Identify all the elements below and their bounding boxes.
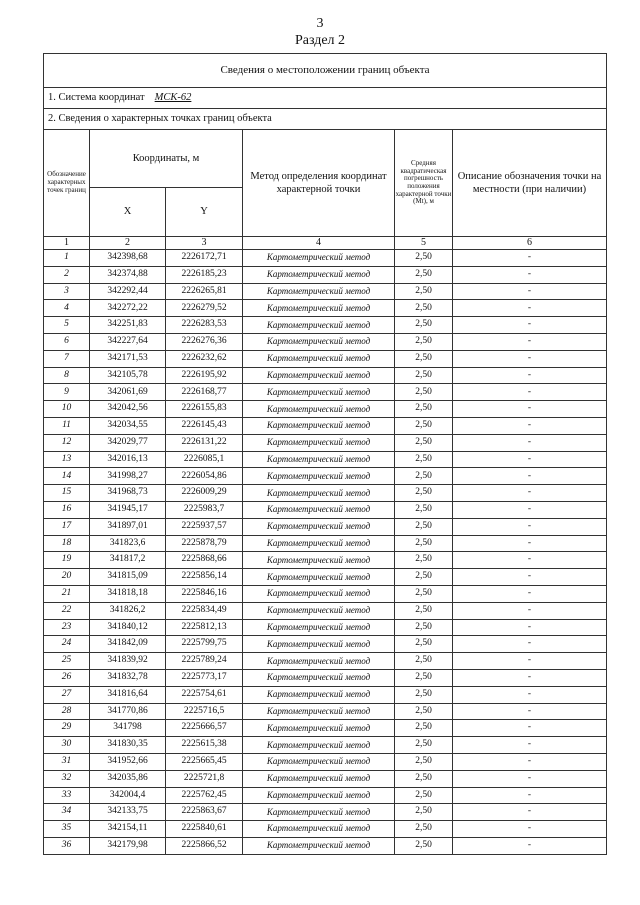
table-row	[44, 720, 607, 737]
point-number-cell: 35	[44, 821, 90, 838]
coord-y-cell: 2225721,8	[166, 770, 243, 787]
description-cell: -	[453, 703, 607, 720]
table-row	[44, 300, 607, 317]
table-row	[44, 451, 607, 468]
point-number-cell: 27	[44, 686, 90, 703]
method-cell: Картометрический метод	[243, 317, 395, 334]
table-row	[44, 787, 607, 804]
header-coordinates: Координаты, м	[90, 130, 243, 188]
point-number-cell: 31	[44, 753, 90, 770]
method-cell: Картометрический метод	[243, 518, 395, 535]
column-number: 1	[44, 237, 90, 250]
table-row	[44, 501, 607, 518]
description-cell: -	[453, 518, 607, 535]
method-cell: Картометрический метод	[243, 417, 395, 434]
coord-x-cell: 342105,78	[90, 367, 166, 384]
coord-y-cell: 2225615,38	[166, 737, 243, 754]
coord-y-cell: 2225773,17	[166, 669, 243, 686]
method-cell: Картометрический метод	[243, 619, 395, 636]
coord-x-cell: 341840,12	[90, 619, 166, 636]
method-cell: Картометрический метод	[243, 283, 395, 300]
point-number-cell: 23	[44, 619, 90, 636]
point-number-cell: 2	[44, 266, 90, 283]
description-cell: -	[453, 602, 607, 619]
description-cell: -	[453, 585, 607, 602]
method-cell: Картометрический метод	[243, 384, 395, 401]
accuracy-cell: 2,50	[395, 485, 453, 502]
description-cell: -	[453, 283, 607, 300]
coord-y-cell: 2225754,61	[166, 686, 243, 703]
method-cell: Картометрический метод	[243, 266, 395, 283]
point-number-cell: 10	[44, 401, 90, 418]
table-row	[44, 569, 607, 586]
accuracy-cell: 2,50	[395, 300, 453, 317]
accuracy-cell: 2,50	[395, 653, 453, 670]
coordinate-system-value: МСК-62	[154, 91, 192, 103]
method-cell: Картометрический метод	[243, 821, 395, 838]
coord-x-cell: 341897,01	[90, 518, 166, 535]
coord-x-cell: 342042,56	[90, 401, 166, 418]
description-cell: -	[453, 401, 607, 418]
page-number: 3	[316, 16, 324, 31]
table-row	[44, 250, 607, 267]
column-number: 6	[453, 237, 607, 250]
accuracy-cell: 2,50	[395, 468, 453, 485]
method-cell: Картометрический метод	[243, 468, 395, 485]
table-row	[44, 653, 607, 670]
description-cell: -	[453, 619, 607, 636]
table-row	[44, 737, 607, 754]
coord-x-cell: 341816,64	[90, 686, 166, 703]
accuracy-cell: 2,50	[395, 619, 453, 636]
header-accuracy: Средняя квадратическая погрешность положения характерной точки (Mt), м	[395, 130, 453, 237]
method-cell: Картометрический метод	[243, 737, 395, 754]
table-row	[44, 602, 607, 619]
accuracy-cell: 2,50	[395, 669, 453, 686]
accuracy-cell: 2,50	[395, 569, 453, 586]
accuracy-cell: 2,50	[395, 350, 453, 367]
method-cell: Картометрический метод	[243, 636, 395, 653]
coord-y-cell: 2225834,49	[166, 602, 243, 619]
point-number-cell: 6	[44, 333, 90, 350]
coord-y-cell: 2225799,75	[166, 636, 243, 653]
point-number-cell: 28	[44, 703, 90, 720]
column-number: 4	[243, 237, 395, 250]
description-cell: -	[453, 636, 607, 653]
coord-y-cell: 2225812,13	[166, 619, 243, 636]
coord-y-cell: 2225846,16	[166, 585, 243, 602]
coord-y-cell: 2225868,66	[166, 552, 243, 569]
coord-x-cell: 341832,78	[90, 669, 166, 686]
description-cell: -	[453, 837, 607, 854]
accuracy-cell: 2,50	[395, 837, 453, 854]
coord-y-cell: 2225716,5	[166, 703, 243, 720]
description-cell: -	[453, 535, 607, 552]
coord-y-cell: 2226172,71	[166, 250, 243, 267]
description-cell: -	[453, 737, 607, 754]
table-row	[44, 585, 607, 602]
point-number-cell: 3	[44, 283, 90, 300]
accuracy-cell: 2,50	[395, 703, 453, 720]
description-cell: -	[453, 266, 607, 283]
point-number-cell: 24	[44, 636, 90, 653]
table-row	[44, 686, 607, 703]
coord-y-cell: 2226155,83	[166, 401, 243, 418]
method-cell: Картометрический метод	[243, 501, 395, 518]
header-method: Метод определения координат характерной точки	[243, 130, 395, 237]
point-number-cell: 33	[44, 787, 90, 804]
table-row	[44, 636, 607, 653]
table-title: Сведения о местоположении границ объекта	[44, 54, 607, 88]
table-row	[44, 770, 607, 787]
accuracy-cell: 2,50	[395, 283, 453, 300]
accuracy-cell: 2,50	[395, 250, 453, 267]
point-number-cell: 17	[44, 518, 90, 535]
accuracy-cell: 2,50	[395, 787, 453, 804]
table-row	[44, 333, 607, 350]
description-cell: -	[453, 669, 607, 686]
description-cell: -	[453, 753, 607, 770]
table-row	[44, 434, 607, 451]
description-cell: -	[453, 317, 607, 334]
description-cell: -	[453, 770, 607, 787]
table-row	[44, 804, 607, 821]
coord-x-cell: 342227,64	[90, 333, 166, 350]
coord-x-cell: 342029,77	[90, 434, 166, 451]
coord-x-cell: 341798	[90, 720, 166, 737]
coord-x-cell: 342171,53	[90, 350, 166, 367]
accuracy-cell: 2,50	[395, 585, 453, 602]
point-number-cell: 20	[44, 569, 90, 586]
method-cell: Картометрический метод	[243, 250, 395, 267]
header-y: Y	[166, 188, 243, 237]
coord-y-cell: 2226168,77	[166, 384, 243, 401]
section-title: Раздел 2	[294, 33, 346, 48]
accuracy-cell: 2,50	[395, 367, 453, 384]
coord-y-cell: 2225856,14	[166, 569, 243, 586]
table-row	[44, 317, 607, 334]
column-number: 2	[90, 237, 166, 250]
method-cell: Картометрический метод	[243, 333, 395, 350]
table-row	[44, 485, 607, 502]
point-number-cell: 29	[44, 720, 90, 737]
coord-x-cell: 341998,27	[90, 468, 166, 485]
point-number-cell: 8	[44, 367, 90, 384]
header-point-designation: Обозначение характерных точек границ	[44, 130, 90, 237]
coord-x-cell: 341818,18	[90, 585, 166, 602]
coord-y-cell: 2226054,86	[166, 468, 243, 485]
method-cell: Картометрический метод	[243, 669, 395, 686]
coord-x-cell: 342133,75	[90, 804, 166, 821]
accuracy-cell: 2,50	[395, 333, 453, 350]
method-cell: Картометрический метод	[243, 703, 395, 720]
description-cell: -	[453, 485, 607, 502]
coord-x-cell: 342292,44	[90, 283, 166, 300]
accuracy-cell: 2,50	[395, 821, 453, 838]
method-cell: Картометрический метод	[243, 602, 395, 619]
accuracy-cell: 2,50	[395, 804, 453, 821]
method-cell: Картометрический метод	[243, 367, 395, 384]
coord-x-cell: 341952,66	[90, 753, 166, 770]
method-cell: Картометрический метод	[243, 585, 395, 602]
coord-x-cell: 341842,09	[90, 636, 166, 653]
coord-y-cell: 2225983,7	[166, 501, 243, 518]
accuracy-cell: 2,50	[395, 753, 453, 770]
method-cell: Картометрический метод	[243, 401, 395, 418]
point-number-cell: 19	[44, 552, 90, 569]
accuracy-cell: 2,50	[395, 602, 453, 619]
coord-x-cell: 342179,98	[90, 837, 166, 854]
accuracy-cell: 2,50	[395, 636, 453, 653]
coord-y-cell: 2226009,29	[166, 485, 243, 502]
table-row	[44, 468, 607, 485]
column-numbers-row	[44, 237, 607, 250]
description-cell: -	[453, 804, 607, 821]
header-x: X	[90, 188, 166, 237]
description-cell: -	[453, 367, 607, 384]
coord-x-cell: 342154,11	[90, 821, 166, 838]
column-number: 3	[166, 237, 243, 250]
point-number-cell: 36	[44, 837, 90, 854]
method-cell: Картометрический метод	[243, 434, 395, 451]
description-cell: -	[453, 384, 607, 401]
method-cell: Картометрический метод	[243, 300, 395, 317]
header-description: Описание обозначения точки на местности (при наличии)	[453, 130, 607, 237]
coord-x-cell: 342016,13	[90, 451, 166, 468]
point-number-cell: 14	[44, 468, 90, 485]
description-cell: -	[453, 552, 607, 569]
accuracy-cell: 2,50	[395, 434, 453, 451]
coord-y-cell: 2225666,57	[166, 720, 243, 737]
method-cell: Картометрический метод	[243, 451, 395, 468]
coord-y-cell: 2225789,24	[166, 653, 243, 670]
point-number-cell: 4	[44, 300, 90, 317]
description-cell: -	[453, 333, 607, 350]
description-cell: -	[453, 451, 607, 468]
accuracy-cell: 2,50	[395, 401, 453, 418]
accuracy-cell: 2,50	[395, 770, 453, 787]
coord-x-cell: 342251,83	[90, 317, 166, 334]
boundary-table	[43, 53, 607, 855]
point-number-cell: 30	[44, 737, 90, 754]
description-cell: -	[453, 787, 607, 804]
table-row	[44, 266, 607, 283]
accuracy-cell: 2,50	[395, 686, 453, 703]
method-cell: Картометрический метод	[243, 552, 395, 569]
coord-y-cell: 2225840,61	[166, 821, 243, 838]
method-cell: Картометрический метод	[243, 837, 395, 854]
coord-x-cell: 341968,73	[90, 485, 166, 502]
coord-x-cell: 341815,09	[90, 569, 166, 586]
coord-x-cell: 342398,68	[90, 250, 166, 267]
coord-x-cell: 341830,35	[90, 737, 166, 754]
table-row	[44, 703, 607, 720]
coord-y-cell: 2226131,22	[166, 434, 243, 451]
coord-y-cell: 2226195,92	[166, 367, 243, 384]
point-number-cell: 13	[44, 451, 90, 468]
description-cell: -	[453, 300, 607, 317]
method-cell: Картометрический метод	[243, 686, 395, 703]
accuracy-cell: 2,50	[395, 501, 453, 518]
table-row	[44, 619, 607, 636]
point-number-cell: 22	[44, 602, 90, 619]
description-cell: -	[453, 569, 607, 586]
table-row	[44, 417, 607, 434]
coord-x-cell: 342004,4	[90, 787, 166, 804]
description-cell: -	[453, 434, 607, 451]
method-cell: Картометрический метод	[243, 569, 395, 586]
method-cell: Картометрический метод	[243, 787, 395, 804]
point-number-cell: 21	[44, 585, 90, 602]
point-number-cell: 7	[44, 350, 90, 367]
table-row	[44, 821, 607, 838]
coord-y-cell: 2225937,57	[166, 518, 243, 535]
table-row	[44, 367, 607, 384]
point-number-cell: 32	[44, 770, 90, 787]
table-row	[44, 669, 607, 686]
description-cell: -	[453, 501, 607, 518]
coord-y-cell: 2226283,53	[166, 317, 243, 334]
point-number-cell: 15	[44, 485, 90, 502]
accuracy-cell: 2,50	[395, 737, 453, 754]
coord-x-cell: 342035,86	[90, 770, 166, 787]
point-number-cell: 18	[44, 535, 90, 552]
point-number-cell: 16	[44, 501, 90, 518]
method-cell: Картометрический метод	[243, 485, 395, 502]
point-number-cell: 9	[44, 384, 90, 401]
description-cell: -	[453, 468, 607, 485]
accuracy-cell: 2,50	[395, 417, 453, 434]
coord-x-cell: 342034,55	[90, 417, 166, 434]
coord-y-cell: 2226265,81	[166, 283, 243, 300]
point-number-cell: 34	[44, 804, 90, 821]
method-cell: Картометрический метод	[243, 535, 395, 552]
method-cell: Картометрический метод	[243, 720, 395, 737]
coord-y-cell: 2226279,52	[166, 300, 243, 317]
table-row	[44, 753, 607, 770]
coord-y-cell: 2225762,45	[166, 787, 243, 804]
point-number-cell: 12	[44, 434, 90, 451]
coord-x-cell: 341823,6	[90, 535, 166, 552]
coord-x-cell: 341826,2	[90, 602, 166, 619]
method-cell: Картометрический метод	[243, 804, 395, 821]
point-number-cell: 1	[44, 250, 90, 267]
coordinate-system-row	[44, 88, 607, 109]
accuracy-cell: 2,50	[395, 266, 453, 283]
coord-x-cell: 341817,2	[90, 552, 166, 569]
coord-x-cell: 341770,86	[90, 703, 166, 720]
table-row	[44, 384, 607, 401]
accuracy-cell: 2,50	[395, 384, 453, 401]
method-cell: Картометрический метод	[243, 753, 395, 770]
description-cell: -	[453, 686, 607, 703]
point-number-cell: 26	[44, 669, 90, 686]
accuracy-cell: 2,50	[395, 451, 453, 468]
coord-y-cell: 2225863,67	[166, 804, 243, 821]
table-row	[44, 350, 607, 367]
method-cell: Картометрический метод	[243, 653, 395, 670]
method-cell: Картометрический метод	[243, 350, 395, 367]
table-row	[44, 401, 607, 418]
method-cell: Картометрический метод	[243, 770, 395, 787]
column-number: 5	[395, 237, 453, 250]
coordinate-system-label: 1. Система координат	[48, 91, 145, 103]
accuracy-cell: 2,50	[395, 317, 453, 334]
coord-x-cell: 342061,69	[90, 384, 166, 401]
accuracy-cell: 2,50	[395, 535, 453, 552]
description-cell: -	[453, 821, 607, 838]
table-row	[44, 518, 607, 535]
description-cell: -	[453, 720, 607, 737]
coord-y-cell: 2225878,79	[166, 535, 243, 552]
accuracy-cell: 2,50	[395, 720, 453, 737]
coord-x-cell: 342272,22	[90, 300, 166, 317]
coord-y-cell: 2226145,43	[166, 417, 243, 434]
point-number-cell: 25	[44, 653, 90, 670]
table-row	[44, 837, 607, 854]
points-heading: 2. Сведения о характерных точках границ объекта	[44, 109, 607, 130]
coord-y-cell: 2225665,45	[166, 753, 243, 770]
description-cell: -	[453, 350, 607, 367]
coord-y-cell: 2226276,36	[166, 333, 243, 350]
accuracy-cell: 2,50	[395, 552, 453, 569]
coord-x-cell: 342374,88	[90, 266, 166, 283]
coord-y-cell: 2226232,62	[166, 350, 243, 367]
table-row	[44, 535, 607, 552]
coord-x-cell: 341945,17	[90, 501, 166, 518]
accuracy-cell: 2,50	[395, 518, 453, 535]
table-row	[44, 552, 607, 569]
description-cell: -	[453, 417, 607, 434]
coord-y-cell: 2226085,1	[166, 451, 243, 468]
coord-y-cell: 2225866,52	[166, 837, 243, 854]
table-row	[44, 283, 607, 300]
description-cell: -	[453, 653, 607, 670]
coord-x-cell: 341839,92	[90, 653, 166, 670]
coord-y-cell: 2226185,23	[166, 266, 243, 283]
point-number-cell: 11	[44, 417, 90, 434]
point-number-cell: 5	[44, 317, 90, 334]
description-cell: -	[453, 250, 607, 267]
